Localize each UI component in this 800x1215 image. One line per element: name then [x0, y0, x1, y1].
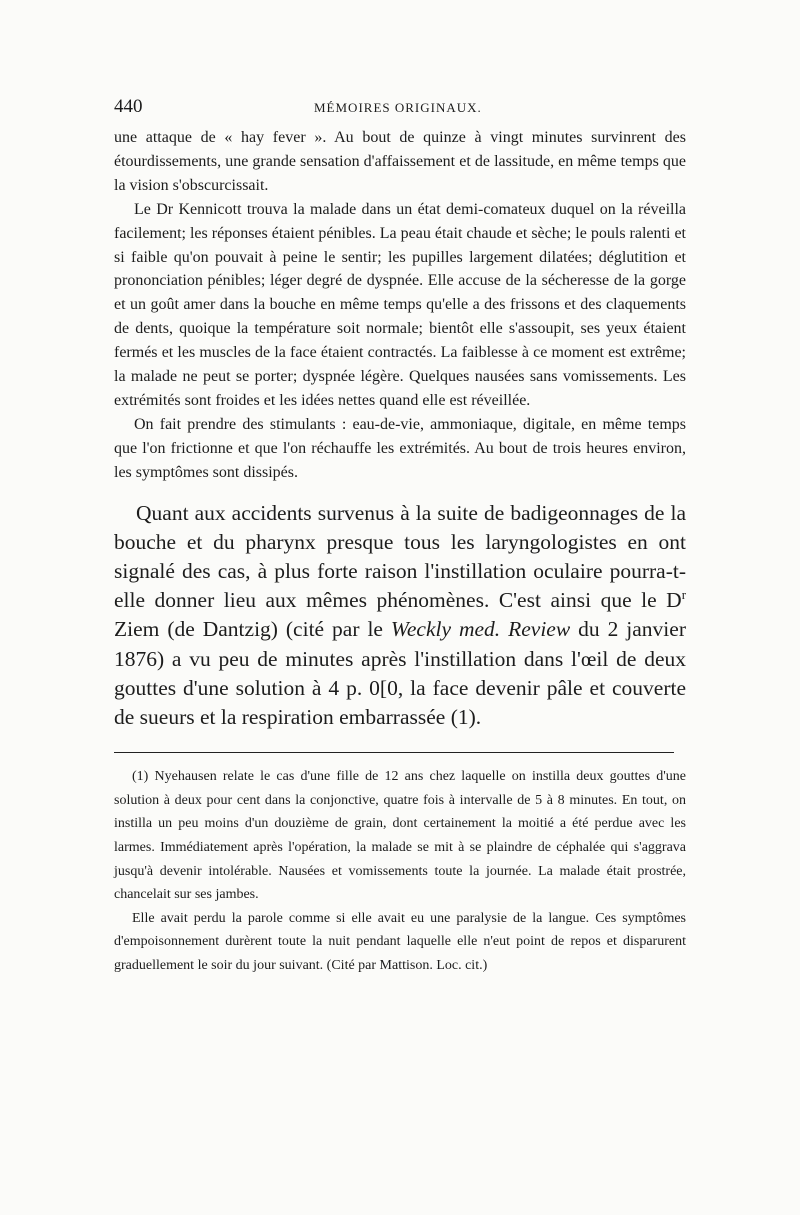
text-segment: du 2 janvier 1876) a vu peu de minutes après l'instillation dans l'œil de deux gouttes d'une solution à 4 p. 0[0, la face devenir pâle et couverte de sueurs et la respiration embarrassée (1). [114, 617, 686, 730]
text-segment: Quant aux accidents survenus à la suite de badigeonnages de la bouche et du pharynx presque tous les laryngologistes en ont signalé des cas, à plus forte raison l'instillation oculaire pourra-t-elle donner lieu aux mêmes phénomènes. C'est ainsi que le D [114, 500, 686, 613]
superscript: r [681, 588, 686, 603]
text-segment: Ziem (de Dantzig) (cité par le [114, 617, 391, 642]
paragraph-continuation: une attaque de « hay fever ». Au bout de quinze à vingt minutes survinrent des étourdissements, une grande sensation d'affaissement et de lassitude, en même temps que la vision s'obscurcissait. [114, 129, 686, 194]
paragraph-stimulants: On fait prendre des stimulants : eau-de-vie, ammoniaque, digitale, en même temps que l'on frictionne et que l'on réchauffe les extrémités. Au bout de trois heures environ, les symptômes sont dissipés. [114, 415, 686, 481]
page-number: 440 [114, 96, 143, 117]
running-head: MÉMOIRES ORIGINAUX. [314, 100, 482, 115]
paragraph-accidents [114, 499, 686, 733]
page-header [114, 96, 686, 126]
footnotes [114, 765, 686, 977]
book-page [114, 96, 686, 978]
journal-title: Weckly med. Review [390, 617, 571, 642]
small-print-section [114, 126, 686, 485]
main-text-section [114, 499, 686, 733]
footnote-1-continued: Elle avait perdu la parole comme si elle avait eu une paralysie de la langue. Ces symptômes d'empoisonnement durèrent toute la nuit pendant laquelle elle n'eut point de repos et disparurent graduellement le soir du jour suivant. (Cité par Mattison. Loc. cit.) [114, 910, 686, 973]
footnote-rule [114, 752, 674, 753]
paragraph-kennicott: Le Dr Kennicott trouva la malade dans un état demi-comateux duquel on la réveilla facilement; les réponses étaient pénibles. La peau était chaude et sèche; le pouls ralenti et si faible qu'on pouvait à peine le sentir; les pupilles largement dilatées; déglutition et prononciation pénibles; léger degré de dyspnée. Elle accuse de la sécheresse de la gorge et un goût amer dans la bouche en même temps qu'elle a des frissons et des claquements de dents, quoique la température soit normale; bientôt elle s'assoupit, ses yeux étaient fermés et les muscles de la face étaient contractés. La faiblesse à ce moment est extrême; la malade ne peut se porter; dyspnée légère. Quelques nausées sans vomissements. Les extrémités sont froides et les idées nettes quand elle est réveillée. [114, 200, 686, 409]
footnote-1: (1) Nyehausen relate le cas d'une fille de 12 ans chez laquelle on instilla deux gouttes d'une solution à deux pour cent dans la conjonctive, quatre fois à intervalle de 5 à 8 minutes. En tout, on instilla un peu moins d'un douzième de grain, dont certainement la moitié a été perdue avec les larmes. Immédiatement après l'opération, la malade se mit à se plaindre de céphalée qui s'aggrava jusqu'à devenir intolérable. Nausées et vomissements toute la journée. La malade était prostrée, chancelait sur ses jambes. [114, 769, 686, 903]
